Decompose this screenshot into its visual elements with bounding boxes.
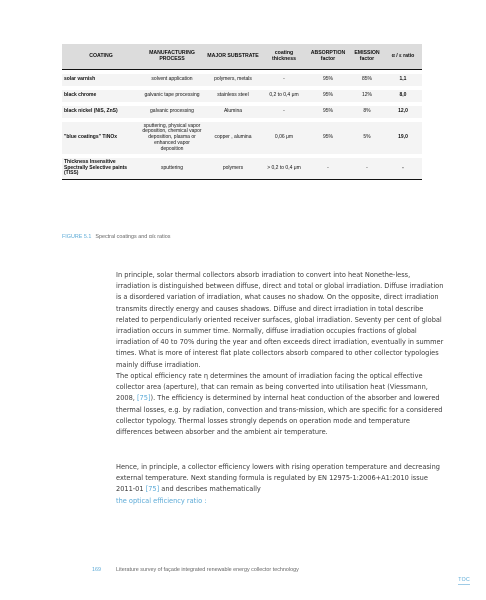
table-cell: 95% — [306, 74, 350, 86]
table-cell: 85% — [350, 74, 384, 86]
page-number: 169 — [92, 567, 101, 573]
table-cell: stainless steel — [204, 90, 262, 102]
table-cell: black chrome — [62, 90, 140, 102]
table-row — [62, 122, 422, 154]
table-cell: solvent application — [140, 74, 204, 86]
table-cell: - — [350, 158, 384, 180]
page-footer — [92, 567, 299, 573]
paragraph: In principle, solar thermal collectors absorb irradiation to convert into heat Nonethe-less, irradiation is distinguished between diffuse, direct and total or global irradiation. Diffuse irradiation is a disordered variation of irradiation, what causes no shadow. On the opposite, direct irradiation transmits directly energy and causes shadows. Diffuse and direct irradiation in total describe related to perpendicularly oriented receiver surfaces, global irradiation. Seventy per cent of global irradiation occurs in summer time. Normally, diffuse irradiation occupies fractions of global irradiation of 40 to 70% during the year and often exceeds direct irradiation, eventually in summer times. What is more of interest flat plate collectors absorb compared to other collector typologies mainly diffuse irradiation. — [116, 271, 444, 369]
table-cell: solar varnish — [62, 74, 140, 86]
reference-link[interactable]: [75] — [145, 485, 160, 494]
footer-title: Literature survey of façade integrated renewable energy collector technology — [116, 567, 299, 573]
table-cell: 1,1 — [384, 74, 422, 86]
table-cell: 8% — [350, 106, 384, 118]
table-cell: black nickel (NiS, ZnS) — [62, 106, 140, 118]
toc-link[interactable]: TOC — [458, 577, 470, 583]
table-cell: 0,2 to 0,4 μm — [262, 90, 306, 102]
paragraph-text: Hence, in principle, a collector efficiency lowers with rising operation temperature and decreasing external temperature. Next standing formula is regulated by EN 12975-1:2006+A1:2010 issue 2011-01 — [116, 463, 440, 494]
table-cell: - — [384, 158, 422, 180]
table-cell: Alumina — [204, 106, 262, 118]
table-cell: - — [262, 74, 306, 86]
paragraph-text: ). The efficiency is determined by internal heat conduction of the absorber and lowered thermal losses, e.g. by radiation, convection and trans-mission, which are specific for a considered collector typology. Thermal losses strongly depends on operation mode and temperature differences between absorber and the ambient air temperature. — [116, 394, 443, 437]
table-cell: 95% — [306, 106, 350, 118]
formula-link[interactable]: the optical efficiency ratio : — [116, 496, 207, 505]
table-cell: copper , alumina — [204, 122, 262, 154]
table-cell: 12% — [350, 90, 384, 102]
table-header-row — [62, 44, 422, 70]
figure-caption-text: Spectral coatings and α/ε ratios — [95, 234, 171, 240]
table-header-cell: COATING — [62, 44, 140, 70]
table-cell: - — [306, 158, 350, 180]
table-cell: 0,06 μm — [262, 122, 306, 154]
paragraph — [116, 462, 444, 507]
table-row — [62, 106, 422, 118]
table-cell: > 0,2 to 0,4 μm — [262, 158, 306, 180]
table-cell: Thickness Insensitive Spectrally Selective paints (TISS) — [62, 158, 140, 180]
table-header-cell: MANUFACTURING PROCESS — [140, 44, 204, 70]
table-cell: galvanic processing — [140, 106, 204, 118]
table-row — [62, 158, 422, 180]
table-cell: polymers — [204, 158, 262, 180]
paragraph — [116, 371, 444, 438]
table-cell: polymers, metals — [204, 74, 262, 86]
table-cell: 8,0 — [384, 90, 422, 102]
table-header-cell: ABSORPTION factor — [306, 44, 350, 70]
table-cell: "blue coatings" TiNOx — [62, 122, 140, 154]
table-row — [62, 90, 422, 102]
table-header-cell: EMISSION factor — [350, 44, 384, 70]
table-cell: 12,0 — [384, 106, 422, 118]
table-header-cell: MAJOR SUBSTRATE — [204, 44, 262, 70]
table-cell: sputtering, physical vapor deposition, chemical vapor deposition, plasma or enhanced vapor deposition — [140, 122, 204, 154]
table-header-cell: coating thickness — [262, 44, 306, 70]
table-row — [62, 74, 422, 86]
figure-caption — [62, 234, 170, 240]
table-cell: galvanic tape processing — [140, 90, 204, 102]
coatings-table — [62, 44, 422, 180]
table-cell: 95% — [306, 90, 350, 102]
reference-link[interactable]: [75] — [136, 394, 151, 403]
table-cell: sputtering — [140, 158, 204, 180]
paragraph-text: and describes mathematically — [159, 485, 261, 494]
table-cell: 5% — [350, 122, 384, 154]
table-cell: - — [262, 106, 306, 118]
paragraph-text: The optical efficiency rate η determines the amount of irradiation facing the optical effective collector area (aperture), that can remain as being converted into utilisation heat (Viessmann, 2008, — [116, 372, 428, 403]
figure-label: FIGURE 5.1 — [62, 234, 92, 240]
table-cell: 19,0 — [384, 122, 422, 154]
table-cell: 95% — [306, 122, 350, 154]
table-header-cell: α / ε ratio — [384, 44, 422, 70]
